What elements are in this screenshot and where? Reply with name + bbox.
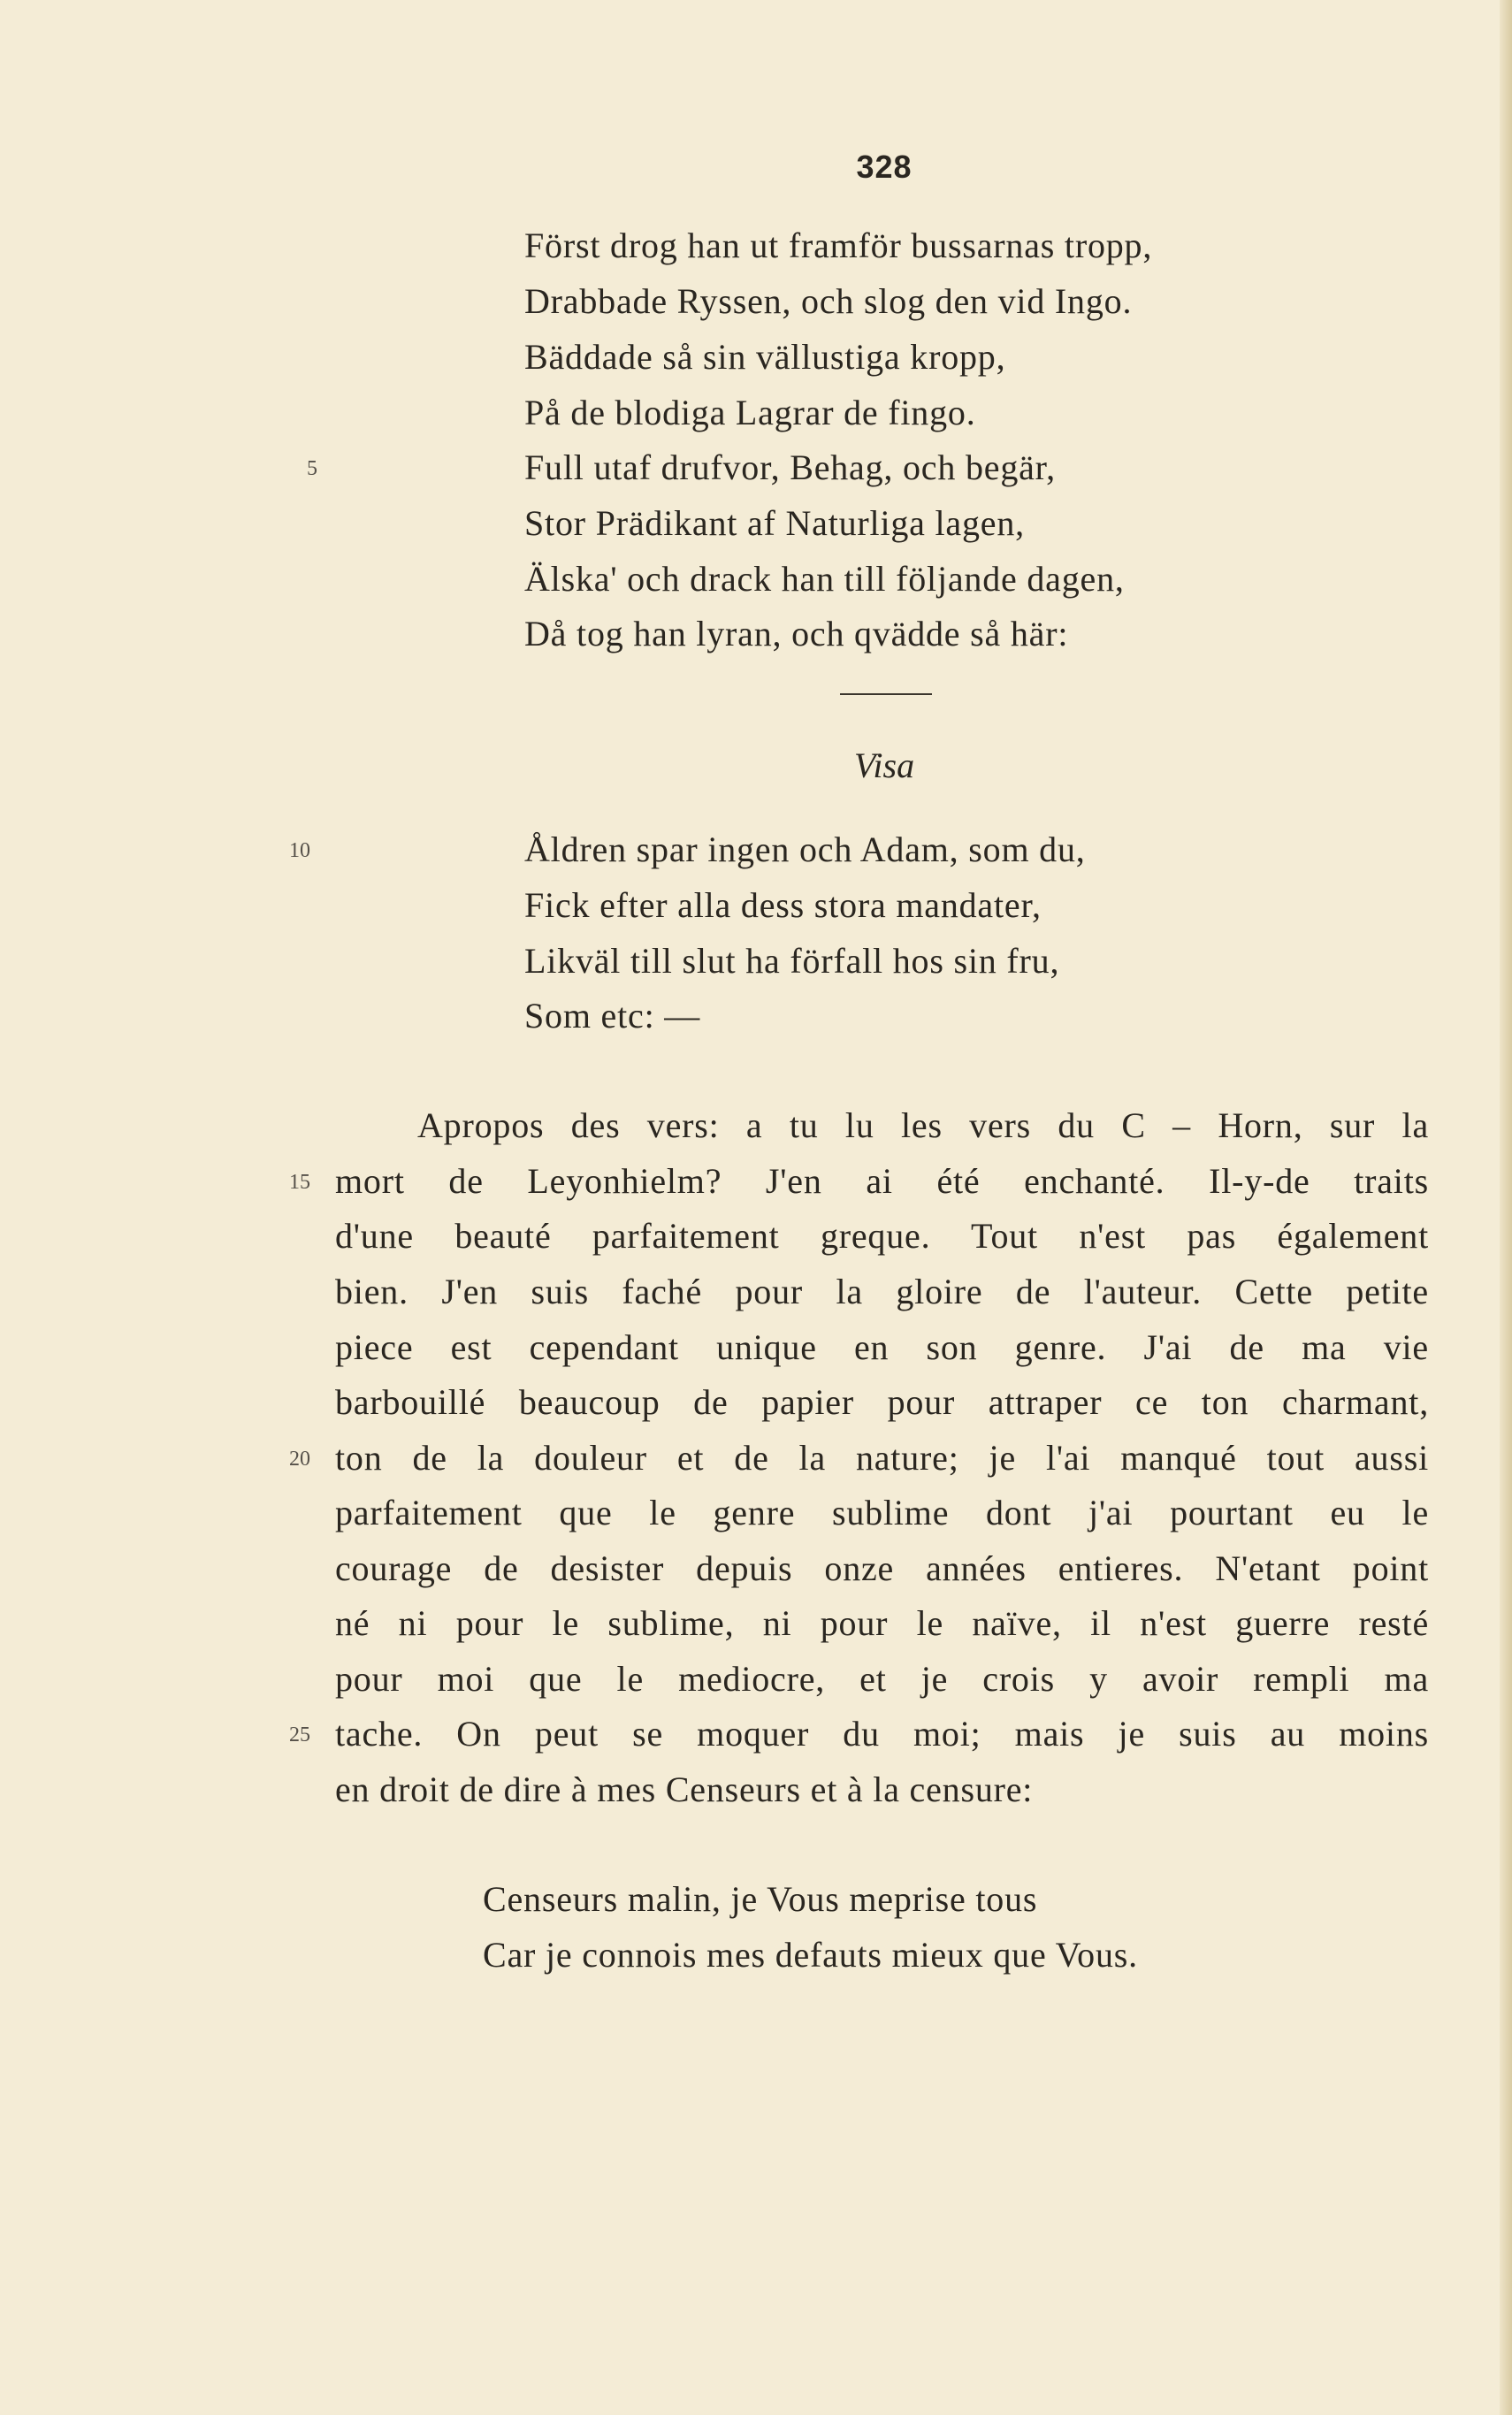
prose-line: bien. J'en suis faché pour la gloire de l'auteur. Cette petite xyxy=(335,1272,1429,1311)
verse-line: Drabbade Ryssen, och slog den vid Ingo. xyxy=(524,281,1133,321)
song-line: Åldren spar ingen och Adam, som du, xyxy=(524,829,1086,869)
line-number: 10 xyxy=(289,839,310,862)
prose-line: ton de la douleur et de la nature; je l'ai manqué tout aussi xyxy=(335,1438,1429,1478)
line-number: 20 xyxy=(289,1448,310,1471)
song-line: Som etc: — xyxy=(524,996,701,1036)
prose-line: tache. On peut se moquer du moi; mais je suis au moins xyxy=(335,1714,1429,1754)
prose-line: Apropos des vers: a tu lu les vers du C – Horn, sur la xyxy=(417,1105,1429,1145)
line-number: 15 xyxy=(289,1171,310,1194)
page-edge xyxy=(1500,0,1512,2415)
prose-line: piece est cependant unique en son genre. J'ai de ma vie xyxy=(335,1327,1429,1367)
prose-line: né ni pour le sublime, ni pour le naïve, il n'est guerre resté xyxy=(335,1603,1429,1643)
line-number: 25 xyxy=(289,1723,310,1746)
line-number: 5 xyxy=(307,457,317,480)
prose-line: d'une beauté parfaitement greque. Tout n'est pas également xyxy=(335,1216,1429,1256)
page-number: 328 xyxy=(856,149,913,185)
verse-line: Då tog han lyran, och qvädde så här: xyxy=(524,614,1069,653)
song-title: Visa xyxy=(853,745,915,785)
prose-line: barbouillé beaucoup de papier pour attraper ce ton charmant, xyxy=(335,1382,1429,1422)
prose-line: courage de desister depuis onze années entieres. N'etant point xyxy=(335,1548,1429,1588)
couplet-line: Censeurs malin, je Vous meprise tous xyxy=(483,1879,1038,1919)
verse-line: Stor Prädikant af Naturliga lagen, xyxy=(524,503,1025,543)
verse-line: Först drog han ut framför bussarnas tropp, xyxy=(524,225,1153,265)
verse-line: Full utaf drufvor, Behag, och begär, xyxy=(524,447,1056,487)
prose-line: parfaitement que le genre sublime dont j'ai pourtant eu le xyxy=(335,1493,1429,1532)
verse-line: Bäddade så sin vällustiga kropp, xyxy=(524,337,1006,377)
prose-line: en droit de dire à mes Censeurs et à la censure: xyxy=(335,1769,1034,1809)
prose-line: pour moi que le mediocre, et je crois y avoir rempli ma xyxy=(335,1659,1429,1699)
couplet-line: Car je connois mes defauts mieux que Vous. xyxy=(483,1935,1138,1975)
verse-line: På de blodiga Lagrar de fingo. xyxy=(524,393,976,432)
verse-line: Älska' och drack han till följande dagen, xyxy=(524,559,1125,599)
song-line: Likväl till slut ha förfall hos sin fru, xyxy=(524,941,1060,981)
prose-line: mort de Leyonhielm? J'en ai été enchanté. Il-y-de traits xyxy=(335,1161,1429,1201)
section-rule xyxy=(840,693,932,695)
song-line: Fick efter alla dess stora mandater, xyxy=(524,885,1042,925)
